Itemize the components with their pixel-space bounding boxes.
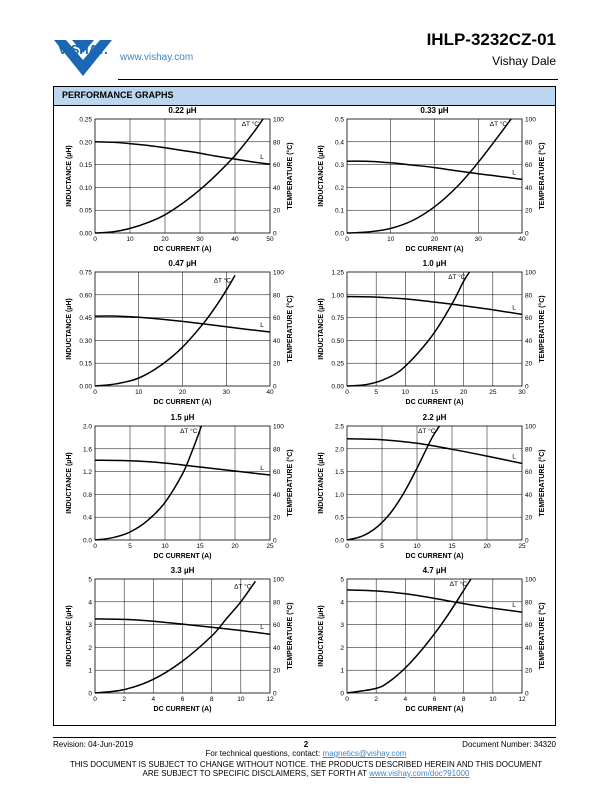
document-number: Document Number: 34320 — [462, 740, 556, 749]
chart-4-y2-axis-label: TEMPERATURE (°C) — [539, 295, 546, 363]
chart-8-y2-tick-label: 20 — [525, 667, 533, 675]
chart-8-y2-axis-label: TEMPERATURE (°C) — [539, 602, 546, 670]
chart-7-y2-axis-label: TEMPERATURE (°C) — [287, 602, 294, 670]
chart-2-y2-tick-label: 40 — [525, 184, 533, 192]
chart-8-y2-tick-label: 0 — [525, 690, 529, 698]
chart-7-y-tick-label: 0 — [88, 690, 92, 698]
disclaimer-line-2 — [0, 769, 612, 778]
chart-3-y-tick-label: 0.45 — [79, 315, 92, 323]
chart-8-y2-tick-label: 40 — [525, 644, 533, 652]
chart-4-y-tick-label: 0.50 — [331, 337, 344, 345]
chart-2-y-axis-label: INDUCTANCE (µH) — [318, 145, 325, 207]
chart-5-x-tick-label: 10 — [161, 543, 169, 550]
chart-1-y-axis-label: INDUCTANCE (µH) — [66, 145, 73, 207]
contact-prefix: For technical questions, contact: — [205, 749, 323, 758]
chart-7-x-tick-label: 12 — [266, 696, 274, 703]
chart-5-y-tick-label: 1.6 — [82, 446, 92, 454]
chart-2-title: 0.33 µH — [420, 106, 449, 115]
chart-5-x-tick-label: 20 — [231, 543, 239, 550]
chart-2-inductance-label: L — [512, 169, 516, 177]
chart-1-x-tick-label: 40 — [231, 236, 239, 243]
chart-2-y-tick-label: 0.5 — [334, 116, 344, 124]
chart-6-x-tick-label: 10 — [413, 543, 421, 550]
chart-5-inductance-label: L — [260, 465, 264, 473]
chart-6-temperature-line — [347, 426, 439, 540]
chart-8-y-tick-label: 4 — [340, 599, 344, 607]
chart-4-y2-tick-label: 60 — [525, 315, 533, 323]
chart-7-x-axis-label: DC CURRENT (A) — [153, 706, 212, 713]
chart-7-y2-tick-label: 0 — [273, 690, 277, 698]
chart-1-y2-tick-label: 80 — [273, 139, 281, 147]
chart-2-x-tick-label: 40 — [518, 236, 526, 243]
chart-8-y-tick-label: 5 — [340, 576, 344, 584]
chart-6-x-tick-label: 20 — [483, 543, 491, 550]
chart-4-temperature-line — [347, 272, 470, 386]
chart-4-y2-tick-label: 100 — [525, 269, 536, 277]
chart-4-y-tick-label: 1.00 — [331, 292, 344, 300]
chart-1-x-tick-label: 50 — [266, 236, 274, 243]
chart-6-y2-tick-label: 0 — [525, 537, 529, 545]
chart-1-y2-tick-label: 40 — [273, 184, 281, 192]
chart-1-x-axis-label: DC CURRENT (A) — [153, 246, 212, 253]
chart-7-y2-tick-label: 100 — [273, 576, 284, 584]
chart-3-x-tick-label: 40 — [266, 389, 274, 396]
chart-7-y2-tick-label: 60 — [273, 622, 281, 630]
chart-7-y-tick-label: 3 — [88, 622, 92, 630]
chart-6-x-tick-label: 5 — [380, 543, 384, 550]
chart-1-y-tick-label: 0.10 — [79, 184, 92, 192]
chart-4-y2-tick-label: 0 — [525, 383, 529, 391]
chart-8-x-tick-label: 0 — [345, 696, 349, 703]
chart-2-y2-tick-label: 0 — [525, 230, 529, 238]
contact-email-link[interactable]: magnetics@vishay.com — [322, 749, 407, 758]
chart-6-title: 2.2 µH — [422, 413, 447, 422]
chart-7-title: 3.3 µH — [170, 566, 195, 575]
revision-date: Revision: 04-Jun-2019 — [53, 740, 134, 749]
chart-2-x-tick-label: 0 — [345, 236, 349, 243]
disclaimer-link[interactable]: www.vishay.com/doc?91000 — [369, 769, 470, 778]
chart-3-y-tick-label: 0.60 — [79, 292, 92, 300]
part-number: IHLP-3232CZ-01 — [426, 30, 556, 49]
chart-4-x-tick-label: 20 — [460, 389, 468, 396]
section-title: PERFORMANCE GRAPHS — [62, 90, 174, 100]
footer-divider — [53, 737, 556, 738]
chart-7-y-tick-label: 1 — [88, 667, 92, 675]
chart-8-y-tick-label: 3 — [340, 622, 344, 630]
chart-3-temperature-label: ΔT °C — [213, 277, 231, 285]
chart-1-y2-tick-label: 0 — [273, 230, 277, 238]
chart-3-y2-tick-label: 100 — [273, 269, 284, 277]
chart-5-y-axis-label: INDUCTANCE (µH) — [66, 452, 73, 514]
chart-3-y2-tick-label: 0 — [273, 383, 277, 391]
chart-5-x-tick-label: 0 — [93, 543, 97, 550]
chart-3-y2-tick-label: 60 — [273, 315, 281, 323]
chart-3-x-tick-label: 0 — [93, 389, 97, 396]
chart-3-x-tick-label: 10 — [135, 389, 143, 396]
chart-5-x-axis-label: DC CURRENT (A) — [153, 553, 212, 560]
chart-6-y-tick-label: 2.0 — [334, 446, 344, 454]
chart-4-y2-tick-label: 80 — [525, 292, 533, 300]
chart-8-temperature-label: ΔT °C — [449, 581, 467, 588]
chart-7-y2-tick-label: 40 — [273, 644, 281, 652]
chart-6-x-tick-label: 25 — [518, 543, 526, 550]
chart-3-x-tick-label: 30 — [222, 389, 230, 396]
chart-2-y-tick-label: 0.0 — [334, 230, 344, 238]
chart-4-title: 1.0 µH — [422, 259, 447, 268]
chart-5-title: 1.5 µH — [170, 413, 195, 422]
chart-3-title: 0.47 µH — [168, 259, 197, 268]
chart-3-y-tick-label: 0.75 — [79, 269, 92, 277]
chart-2-x-tick-label: 10 — [387, 236, 395, 243]
chart-6-plot-area — [347, 426, 522, 540]
chart-7-inductance-label: L — [260, 624, 264, 632]
chart-8-inductance-label: L — [512, 602, 516, 610]
chart-2-y2-tick-label: 60 — [525, 162, 533, 170]
chart-4-y2-tick-label: 20 — [525, 360, 533, 368]
chart-1-y2-axis-label: TEMPERATURE (°C) — [287, 142, 294, 210]
chart-7-temperature-line — [95, 581, 255, 693]
chart-1-y-tick-label: 0.25 — [79, 116, 92, 124]
chart-4-y-tick-label: 1.25 — [331, 269, 344, 277]
chart-3-y2-tick-label: 80 — [273, 292, 281, 300]
chart-5-y2-tick-label: 20 — [273, 514, 281, 522]
chart-4-x-axis-label: DC CURRENT (A) — [405, 399, 464, 406]
chart-6-y-axis-label: INDUCTANCE (µH) — [318, 452, 325, 514]
chart-7-temperature-label: ΔT °C — [234, 583, 252, 591]
chart-4-y-tick-label: 0.75 — [331, 315, 344, 323]
chart-5-y-tick-label: 0.4 — [82, 514, 92, 522]
chart-8-x-tick-label: 6 — [432, 696, 437, 703]
chart-1-x-tick-label: 20 — [161, 236, 169, 243]
chart-4-x-tick-label: 10 — [401, 389, 409, 396]
chart-1-temperature-label: ΔT °C — [241, 121, 259, 128]
chart-1-y2-tick-label: 100 — [273, 116, 284, 124]
chart-6-y2-axis-label: TEMPERATURE (°C) — [539, 449, 546, 517]
chart-5-y2-tick-label: 100 — [273, 423, 284, 431]
disclaimer-line-1: THIS DOCUMENT IS SUBJECT TO CHANGE WITHOUT NOTICE. THE PRODUCTS DESCRIBED HEREIN AND THIS DOCUMENT — [69, 760, 543, 769]
chart-2-y2-tick-label: 20 — [525, 207, 533, 215]
chart-2-temperature-label: ΔT °C — [489, 121, 508, 128]
chart-8-title: 4.7 µH — [422, 566, 447, 575]
chart-5-y-tick-label: 0.0 — [82, 537, 92, 545]
chart-5-temperature-label: ΔT °C — [180, 428, 198, 435]
chart-7-x-tick-label: 2 — [122, 696, 126, 703]
chart-8-y2-tick-label: 100 — [525, 576, 536, 584]
chart-8-temperature-line — [347, 579, 471, 693]
chart-6-y2-tick-label: 100 — [525, 423, 536, 431]
disclaimer-prefix: ARE SUBJECT TO SPECIFIC DISCLAIMERS, SET FORTH AT — [142, 769, 370, 778]
chart-6-x-tick-label: 0 — [345, 543, 349, 550]
chart-2-x-tick-label: 30 — [474, 236, 482, 243]
chart-7-y-tick-label: 4 — [88, 599, 92, 607]
chart-5-y2-tick-label: 60 — [273, 469, 281, 477]
chart-4-inductance-label: L — [512, 304, 516, 312]
chart-6-y-tick-label: 2.5 — [334, 423, 344, 431]
chart-5-temperature-line — [95, 426, 201, 540]
chart-5-x-tick-label: 15 — [196, 543, 204, 550]
chart-1-y-tick-label: 0.00 — [79, 230, 92, 238]
chart-1-y-tick-label: 0.20 — [79, 139, 92, 147]
chart-4-x-tick-label: 30 — [518, 389, 526, 396]
chart-2-temperature-line — [347, 119, 511, 233]
chart-5-y-tick-label: 0.8 — [82, 491, 92, 499]
chart-6-y-tick-label: 1.0 — [334, 491, 344, 499]
vishay-logo-text: VISHAY. — [58, 42, 108, 57]
chart-2-y2-tick-label: 100 — [525, 116, 536, 124]
chart-8-x-tick-label: 2 — [374, 696, 378, 703]
chart-1-inductance-label: L — [260, 154, 264, 162]
chart-6-x-axis-label: DC CURRENT (A) — [405, 553, 464, 560]
chart-1-y2-tick-label: 60 — [273, 162, 281, 170]
page-number: 2 — [303, 740, 309, 749]
chart-6-inductance-line — [347, 439, 522, 464]
chart-8-y-tick-label: 1 — [340, 667, 344, 675]
chart-8-y-tick-label: 0 — [340, 690, 344, 698]
chart-2-y2-tick-label: 80 — [525, 139, 533, 147]
chart-1-temperature-line — [95, 119, 263, 233]
chart-6-temperature-label: ΔT °C — [418, 428, 436, 435]
chart-3-x-axis-label: DC CURRENT (A) — [153, 399, 212, 406]
chart-3-inductance-label: L — [260, 322, 264, 330]
chart-7-y-tick-label: 2 — [88, 644, 92, 652]
chart-6-x-tick-label: 15 — [448, 543, 456, 550]
chart-7-y-axis-label: INDUCTANCE (µH) — [66, 605, 73, 667]
website-link[interactable]: www.vishay.com — [120, 52, 194, 63]
chart-7-x-tick-label: 10 — [237, 696, 245, 703]
chart-4-x-tick-label: 15 — [430, 389, 439, 396]
chart-4-y2-tick-label: 40 — [525, 337, 533, 345]
chart-5-plot-area — [95, 426, 270, 540]
chart-8-y2-tick-label: 60 — [525, 622, 533, 630]
chart-5-y-tick-label: 1.2 — [82, 469, 92, 477]
chart-3-y2-axis-label: TEMPERATURE (°C) — [287, 295, 294, 363]
contact-line — [0, 749, 612, 758]
chart-3-x-tick-label: 20 — [178, 389, 187, 396]
chart-8-y2-tick-label: 80 — [525, 599, 533, 607]
chart-5-y-tick-label: 2.0 — [82, 423, 92, 431]
chart-4-y-axis-label: INDUCTANCE (µH) — [318, 298, 325, 360]
chart-2-y-tick-label: 0.3 — [334, 162, 344, 170]
chart-6-inductance-label: L — [512, 453, 516, 461]
chart-4-y-tick-label: 0.25 — [331, 360, 344, 368]
chart-7-x-tick-label: 8 — [209, 696, 214, 703]
chart-1-x-tick-label: 30 — [196, 236, 204, 243]
chart-7-y-tick-label: 5 — [88, 576, 92, 584]
chart-5-x-tick-label: 5 — [128, 543, 132, 550]
chart-6-y2-tick-label: 20 — [525, 514, 533, 522]
chart-1-y-tick-label: 0.05 — [79, 207, 92, 215]
manufacturer-name: Vishay Dale — [492, 54, 556, 68]
chart-3-temperature-line — [95, 275, 235, 386]
chart-7-x-tick-label: 6 — [180, 696, 185, 703]
chart-4-temperature-label: ΔT °C — [448, 274, 466, 281]
chart-2-y-tick-label: 0.1 — [334, 207, 344, 215]
chart-3-y-tick-label: 0.00 — [79, 383, 92, 391]
chart-8-x-tick-label: 10 — [489, 696, 497, 703]
chart-8-x-axis-label: DC CURRENT (A) — [405, 706, 464, 713]
chart-3-y2-tick-label: 40 — [273, 337, 281, 345]
chart-5-y2-tick-label: 0 — [273, 537, 277, 545]
chart-4-x-tick-label: 5 — [374, 389, 378, 396]
chart-8-y-tick-label: 2 — [340, 644, 344, 652]
chart-7-y2-tick-label: 20 — [273, 667, 281, 675]
chart-8-x-tick-label: 8 — [461, 696, 466, 703]
chart-6-y2-tick-label: 80 — [525, 446, 533, 454]
chart-2-x-axis-label: DC CURRENT (A) — [405, 246, 464, 253]
chart-4-y-tick-label: 0.00 — [331, 383, 344, 391]
chart-1-title: 0.22 µH — [168, 106, 197, 115]
chart-5-x-tick-label: 25 — [266, 543, 274, 550]
chart-1-plot-area — [95, 119, 270, 233]
chart-7-x-tick-label: 4 — [151, 696, 156, 703]
chart-7-x-tick-label: 0 — [93, 696, 97, 703]
chart-3-y2-tick-label: 20 — [273, 360, 281, 368]
chart-1-y2-tick-label: 20 — [273, 207, 281, 215]
chart-2-y-tick-label: 0.2 — [334, 184, 344, 192]
chart-7-y2-tick-label: 80 — [273, 599, 281, 607]
chart-8-y-axis-label: INDUCTANCE (µH) — [318, 605, 325, 667]
chart-6-y-tick-label: 0.0 — [334, 537, 344, 545]
chart-4-x-tick-label: 25 — [489, 389, 497, 396]
chart-1-y-tick-label: 0.15 — [79, 162, 92, 170]
chart-5-y2-axis-label: TEMPERATURE (°C) — [287, 449, 294, 517]
chart-6-y2-tick-label: 40 — [525, 491, 533, 499]
chart-4-x-tick-label: 0 — [345, 389, 349, 396]
chart-5-y2-tick-label: 40 — [273, 491, 281, 499]
chart-5-y2-tick-label: 80 — [273, 446, 281, 454]
chart-1-x-tick-label: 10 — [126, 236, 134, 243]
chart-8-x-tick-label: 4 — [403, 696, 408, 703]
chart-3-y-tick-label: 0.15 — [79, 360, 92, 368]
chart-6-y-tick-label: 0.5 — [334, 514, 344, 522]
chart-2-y2-axis-label: TEMPERATURE (°C) — [539, 142, 546, 210]
chart-1-x-tick-label: 0 — [93, 236, 97, 243]
chart-6-y2-tick-label: 60 — [525, 469, 533, 477]
chart-2-x-tick-label: 20 — [430, 236, 439, 243]
chart-8-x-tick-label: 12 — [518, 696, 526, 703]
chart-3-y-axis-label: INDUCTANCE (µH) — [66, 298, 73, 360]
chart-2-y-tick-label: 0.4 — [334, 139, 344, 147]
chart-6-y-tick-label: 1.5 — [334, 469, 344, 477]
chart-3-y-tick-label: 0.30 — [79, 337, 92, 345]
